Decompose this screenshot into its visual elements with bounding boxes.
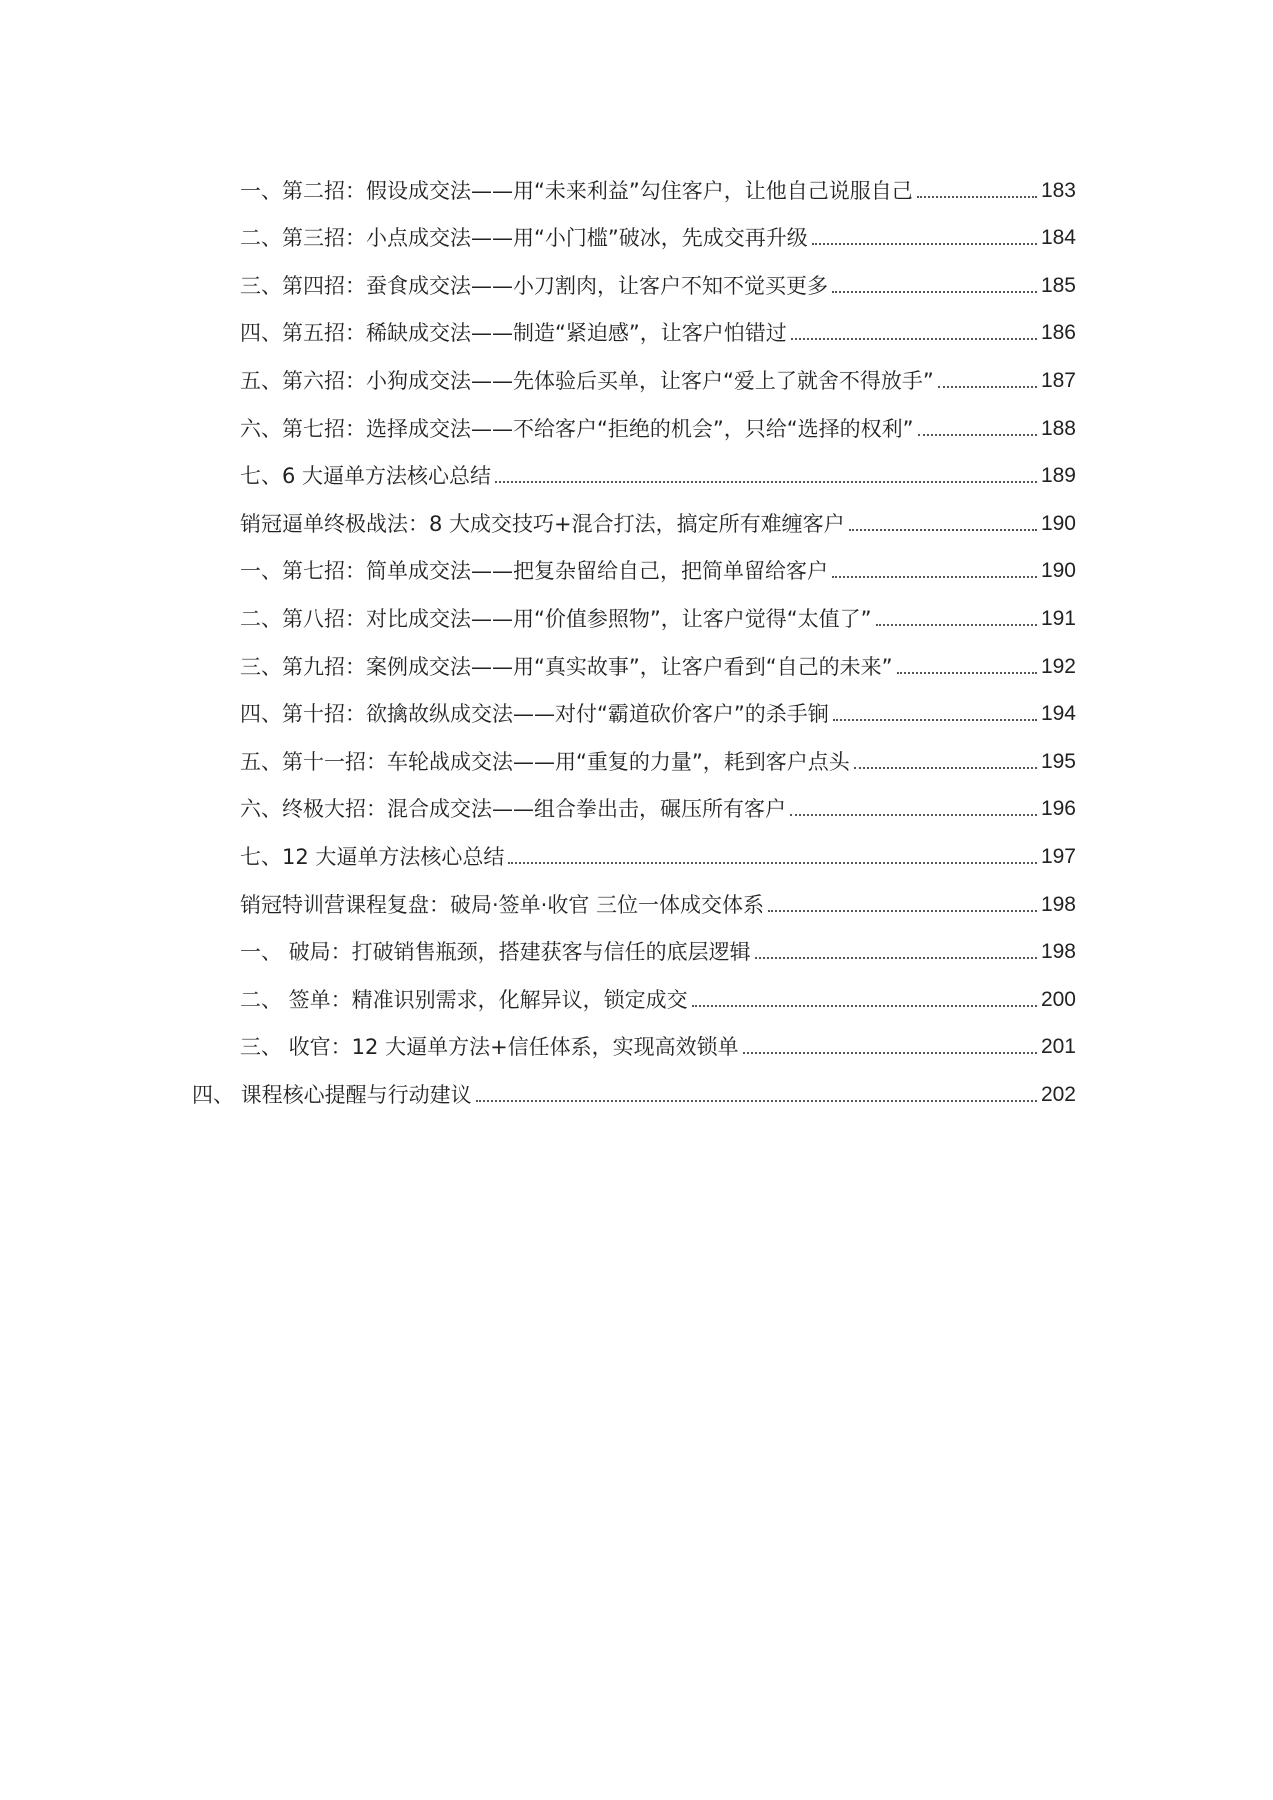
toc-leader-dots [791, 338, 1037, 340]
toc-entry[interactable] [0, 489, 1076, 537]
toc-entry[interactable] [0, 918, 1076, 966]
toc-entry-title: 三、 收官：12 大逼单方法+信任体系，实现高效锁单 [240, 1035, 739, 1060]
toc-entry[interactable] [0, 965, 1076, 1013]
toc-entry-page: 190 [1040, 511, 1076, 535]
toc-entry[interactable] [0, 632, 1076, 680]
toc-leader-dots [938, 386, 1037, 388]
toc-leader-dots [768, 910, 1037, 912]
toc-entry[interactable] [0, 775, 1076, 823]
toc-entry-page: 185 [1040, 273, 1076, 297]
toc-entry[interactable] [0, 537, 1076, 585]
toc-entry[interactable] [0, 204, 1076, 252]
toc-entry-page: 189 [1040, 464, 1076, 488]
toc-entry[interactable] [0, 822, 1076, 870]
toc-entry[interactable] [0, 394, 1076, 442]
toc-entry-title: 二、第三招：小点成交法——用“小门槛”破冰，先成交再升级 [240, 226, 808, 251]
toc-leader-dots [832, 291, 1037, 293]
toc-entry-page: 191 [1040, 606, 1076, 630]
toc-entry[interactable] [0, 156, 1076, 204]
toc-entry-title: 四、第十招：欲擒故纵成交法——对付“霸道砍价客户”的杀手锏 [240, 702, 829, 727]
toc-entry[interactable] [0, 680, 1076, 728]
toc-entry-page: 187 [1040, 368, 1076, 392]
toc-entry-page: 198 [1040, 940, 1076, 964]
toc-leader-dots [743, 1052, 1037, 1054]
toc-entry[interactable] [0, 346, 1076, 394]
toc-entry[interactable] [0, 1060, 1076, 1108]
toc-entry-title: 七、6 大逼单方法核心总结 [240, 464, 492, 489]
toc-leader-dots [495, 481, 1037, 483]
toc-entry-page: 201 [1040, 1035, 1076, 1059]
toc-entry-title: 五、第十一招：车轮战成交法——用“重复的力量”，耗到客户点头 [240, 749, 850, 774]
toc-leader-dots [832, 576, 1037, 578]
toc-entry-title: 五、第六招：小狗成交法——先体验后买单，让客户“爱上了就舍不得放手” [240, 368, 934, 393]
toc-leader-dots [812, 243, 1037, 245]
toc-leader-dots [876, 624, 1037, 626]
toc-leader-dots [897, 672, 1037, 674]
toc-entry-title: 六、第七招：选择成交法——不给客户“拒绝的机会”，只给“选择的权利” [240, 416, 914, 441]
toc-entry-page: 192 [1040, 654, 1076, 678]
toc-entry-title: 二、 签单：精准识别需求，化解异议，锁定成交 [240, 987, 688, 1012]
toc-entry-title: 三、第九招：案例成交法——用“真实故事”，让客户看到“自己的未来” [240, 654, 893, 679]
toc-entry-title: 六、终极大招：混合成交法——组合拳出击，碾压所有客户 [240, 797, 786, 822]
toc-entry-title: 四、第五招：稀缺成交法——制造“紧迫感”，让客户怕错过 [240, 321, 787, 346]
toc-entry-title: 七、12 大逼单方法核心总结 [240, 844, 505, 869]
toc-entry[interactable] [0, 1013, 1076, 1061]
toc-entry-title: 一、 破局：打破销售瓶颈，搭建获客与信任的底层逻辑 [240, 940, 751, 965]
toc-leader-dots [790, 814, 1037, 816]
toc-entry-page: 194 [1040, 702, 1076, 726]
toc-leader-dots [755, 957, 1037, 959]
toc-entry[interactable] [0, 727, 1076, 775]
toc-leader-dots [849, 529, 1037, 531]
toc-entry-title: 销冠逼单终极战法：8 大成交技巧+混合打法，搞定所有难缠客户 [240, 511, 845, 536]
toc-leader-dots [917, 196, 1037, 198]
toc-entry-page: 183 [1040, 178, 1076, 202]
toc-entry-page: 197 [1040, 844, 1076, 868]
toc-leader-dots [918, 434, 1037, 436]
toc-entry-title: 四、 课程核心提醒与行动建议 [192, 1082, 472, 1107]
toc-entry[interactable] [0, 584, 1076, 632]
toc-entry-title: 销冠特训营课程复盘：破局·签单·收官 三位一体成交体系 [240, 892, 765, 917]
toc-entry-page: 190 [1040, 559, 1076, 583]
toc-entry-page: 195 [1040, 749, 1076, 773]
toc-leader-dots [833, 719, 1037, 721]
toc-entry-title: 一、第二招：假设成交法——用“未来利益”勾住客户，让他自己说服自己 [240, 178, 913, 203]
toc-entry-page: 188 [1040, 416, 1076, 440]
toc-entry-title: 三、第四招：蚕食成交法——小刀割肉，让客户不知不觉买更多 [240, 273, 828, 298]
toc-entry-title: 一、第七招：简单成交法——把复杂留给自己，把简单留给客户 [240, 559, 828, 584]
toc-entry[interactable] [0, 870, 1076, 918]
toc-entry-page: 184 [1040, 226, 1076, 250]
toc-leader-dots [854, 767, 1037, 769]
toc-entry-page: 200 [1040, 987, 1076, 1011]
toc-entry-page: 198 [1040, 892, 1076, 916]
toc-leader-dots [508, 862, 1037, 864]
toc-entry[interactable] [0, 251, 1076, 299]
toc-entry[interactable] [0, 299, 1076, 347]
toc-entry[interactable] [0, 442, 1076, 490]
toc-entry-page: 186 [1040, 321, 1076, 345]
toc-entry-page: 202 [1040, 1082, 1076, 1106]
toc-entry-page: 196 [1040, 797, 1076, 821]
table-of-contents [0, 156, 1273, 1108]
toc-leader-dots [692, 1005, 1037, 1007]
toc-leader-dots [476, 1100, 1037, 1102]
toc-entry-title: 二、第八招：对比成交法——用“价值参照物”，让客户觉得“太值了” [240, 606, 872, 631]
